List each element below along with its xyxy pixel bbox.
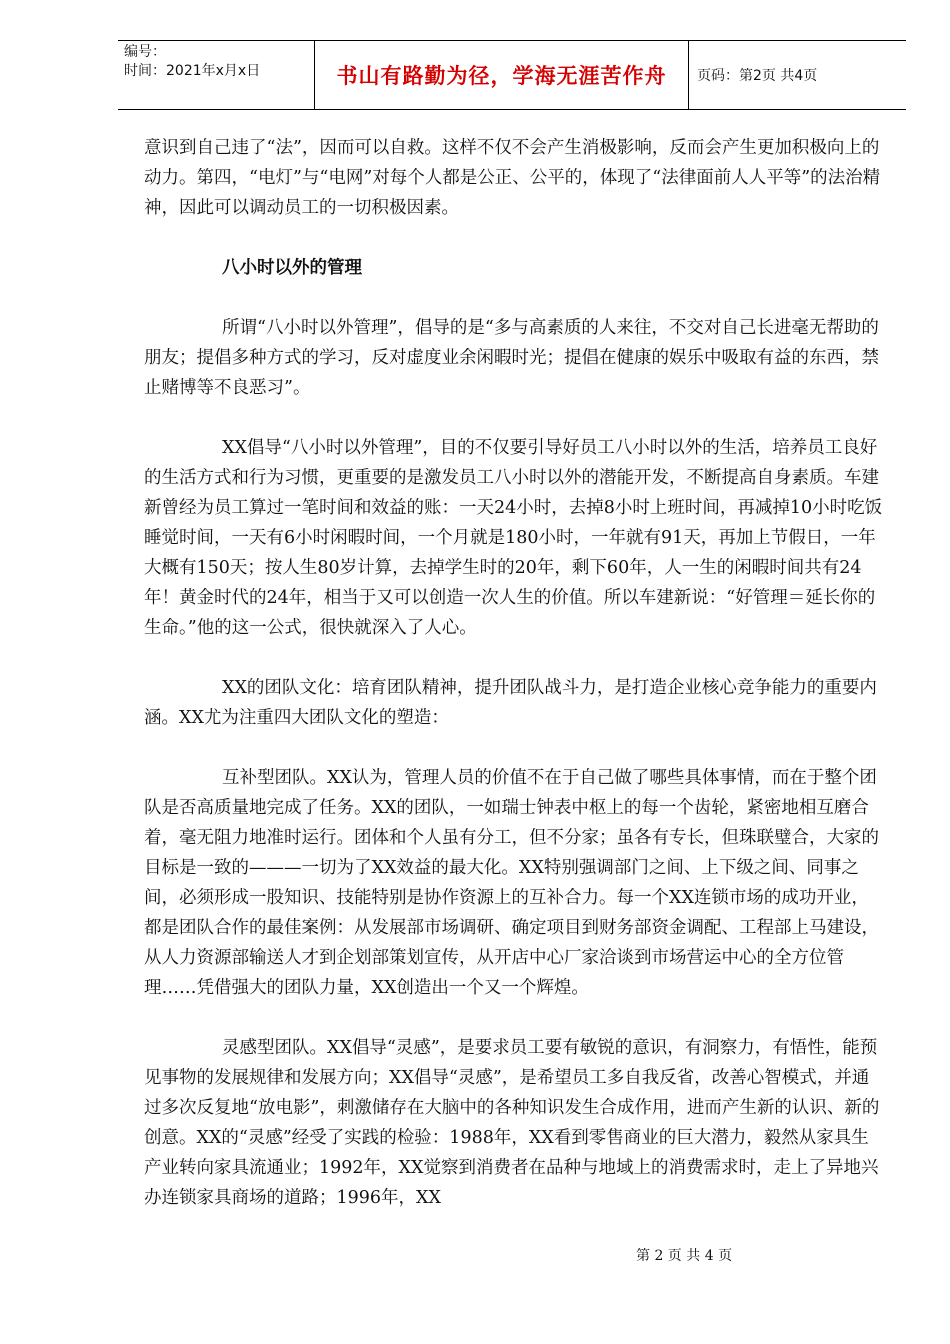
section-heading: 八小时以外的管理 xyxy=(222,258,362,278)
time-label: 时间：2021年x月x日 xyxy=(124,63,261,79)
header-page-label: 页码：第2页 共4页 xyxy=(697,68,818,84)
number-label: 编号： xyxy=(124,44,166,60)
paragraph: XX倡导“八小时以外管理”，目的不仅要引导好员工八小时以外的生活，培养员工良好的生活方式和行为习惯，更重要的是激发员工八小时以外的潜能开发，不断提高自身素质。车建新曾经为员工算过一笔时间和效益的账：一天24小时，去掉8小时上班时间，再减掉10小时吃饭睡觉时间，一天有6小时闲暇时间，一个月就是180小时，一年就有91天，再加上节假日，一年大概有150天；按人生80岁计算，去掉学生时的20年，剩下60年，人一生的闲暇时间共有24年！黄金时代的24年，相当于又可以创造一次人生的价值。所以车建新说：“好管理＝延长你的生命。”他的这一公式，很快就深入了人心。 xyxy=(144,438,883,638)
paragraph: XX的团队文化：培育团队精神，提升团队战斗力，是打造企业核心竞争能力的重要内涵。XX尤为注重四大团队文化的塑造： xyxy=(144,678,877,728)
paragraph: 意识到自己违了“法”，因而可以自救。这样不仅不会产生消极影响，反而会产生更加积极向上的动力。第四，“电灯”与“电网”对每个人都是公正、公平的，体现了“法律面前人人平等”的法治精神，因此可以调动员工的一切积极因素。 xyxy=(144,138,881,218)
page-footer: 第 2 页 共 4 页 xyxy=(636,1248,733,1264)
document-header xyxy=(118,40,906,110)
header-motto: 书山有路勤为径，学海无涯苦作舟 xyxy=(315,41,689,109)
document-body xyxy=(144,133,884,1213)
paragraph: 互补型团队。XX认为，管理人员的价值不在于自己做了哪些具体事情，而在于整个团队是否高质量地完成了任务。XX的团队，一如瑞士钟表中枢上的每一个齿轮，紧密地相互磨合着，毫无阻力地准时运行。团体和个人虽有分工，但不分家；虽各有专长，但珠联璧合，大家的目标是一致的———一切为了XX效益的最大化。XX特别强调部门之间、上下级之间、同事之间，必须形成一股知识、技能特别是协作资源上的互补合力。每一个XX连锁市场的成功开业，都是团队合作的最佳案例：从发展部市场调研、确定项目到财务部资金调配、工程部上马建设，从人力资源部输送人才到企划部策划宣传，从开店中心厂家洽谈到市场营运中心的全方位管理……凭借强大的团队力量，XX创造出一个又一个辉煌。 xyxy=(144,768,879,998)
header-meta xyxy=(118,41,315,109)
paragraph: 灵感型团队。XX倡导“灵感”，是要求员工要有敏锐的意识，有洞察力，有悟性，能预见事物的发展规律和发展方向；XX倡导“灵感”，是希望员工多自我反省，改善心智模式，并通过多次反复地“放电影”，刺激储存在大脑中的各种知识发生合成作用，进而产生新的认识、新的创意。XX的“灵感”经受了实践的检验：1988年，XX看到零售商业的巨大潜力，毅然从家具生产业转向家具流通业；1992年，XX觉察到消费者在品种与地域上的消费需求时，走上了异地兴办连锁家具商场的道路；1996年，XX xyxy=(144,1038,880,1208)
paragraph: 所谓“八小时以外管理”，倡导的是“多与高素质的人来往，不交对自己长进毫无帮助的朋友；提倡多种方式的学习，反对虚度业余闲暇时光；提倡在健康的娱乐中吸取有益的东西，禁止赌博等不良恶习”。 xyxy=(144,318,879,398)
